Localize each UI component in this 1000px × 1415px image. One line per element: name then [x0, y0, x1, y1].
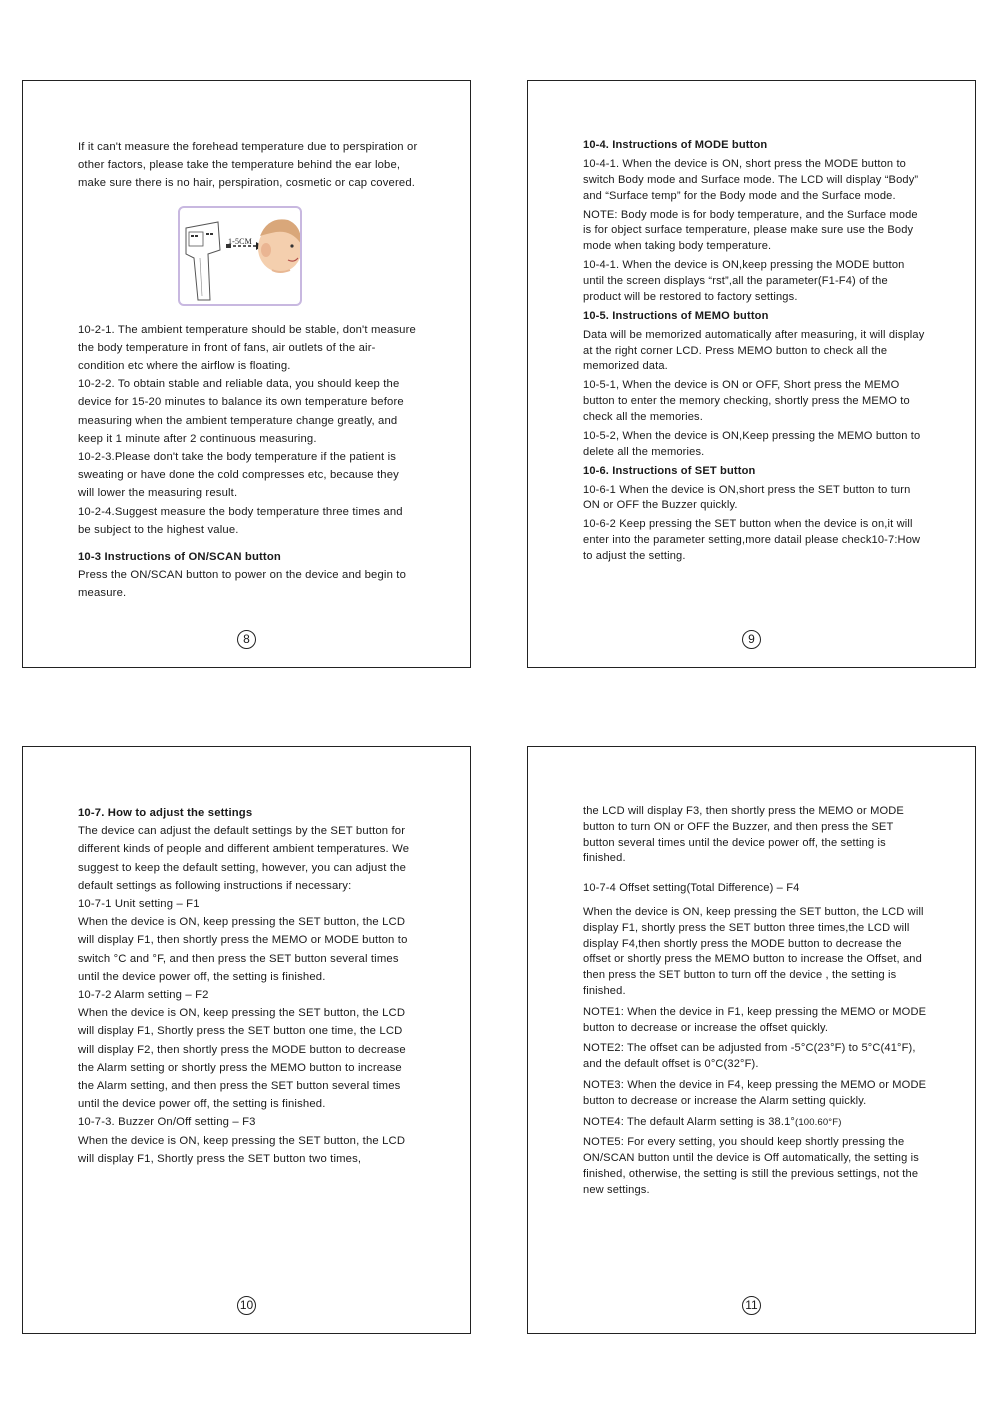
page-number-8: 8 — [237, 630, 256, 649]
manual-page-9 — [527, 80, 976, 668]
paragraph-10-4-1: 10-4-1. When the device is ON, short press the MODE button to switch Body mode and Surface mode. The LCD will display “Body” and “Surface temp” for the Body mode and the Surface mode. — [583, 157, 919, 202]
note-4 — [583, 1115, 927, 1131]
note-3: NOTE3: When the device in F4, keep pressing the MEMO or MODE button to decrease or increase the Alarm setting quickly. — [583, 1078, 927, 1107]
onscan-instruction: Press the ON/SCAN button to power on the device and begin to measure. — [78, 569, 407, 600]
page-10-content — [78, 804, 418, 1168]
paragraph-10-5-1: 10-5-1, When the device is ON or OFF, Short press the MEMO button to enter the memory checking, shortly press the MEMO to check all the memories. — [583, 379, 910, 423]
unit-setting-text: When the device is ON, keep pressing the SET button, the LCD will display F1, then shortly press the MEMO or MODE button to switch °C and °F, and then press the SET button several times until the device power off, the setting is finished. — [78, 916, 408, 983]
heading-10-3: 10-3 Instructions of ON/SCAN button — [78, 551, 281, 564]
paragraph-10-2-4: 10-2-4.Suggest measure the body temperature three times and be subject to the highest value. — [78, 505, 403, 536]
manual-page-11 — [527, 746, 976, 1334]
memo-description: Data will be memorized automatically after measuring, it will display at the right corner LCD. Press MEMO button to check all the memorized data. — [583, 328, 925, 373]
heading-10-5: 10-5. Instructions of MEMO button — [583, 309, 769, 322]
manual-page-8 — [22, 80, 471, 668]
subheading-offset-setting: 10-7-4 Offset setting(Total Difference) – F4 — [583, 882, 800, 895]
paragraph-10-6-1: 10-6-1 When the device is ON,short press the SET button to turn ON or OFF the Buzzer quickly. — [583, 483, 911, 512]
paragraph-10-2-2: 10-2-2. To obtain stable and reliable data, you should keep the device for 15-20 minutes to balance its own temperature before measuring when the ambient temperature change greatly, and keep it 1 minute after 2 continuous measuring. — [78, 378, 404, 445]
manual-page-10 — [22, 746, 471, 1334]
note-1: NOTE1: When the device in F1, keep pressing the MEMO or MODE button to decrease or increase the offset quickly. — [583, 1005, 927, 1034]
paragraph-10-2-1: 10-2-1. The ambient temperature should be stable, don't measure the body temperature in front of fans, air outlets of the air-condition etc where the airflow is floating. — [78, 323, 416, 373]
page-number-11: 11 — [742, 1296, 761, 1315]
subheading-unit-setting: 10-7-1 Unit setting – F1 — [78, 898, 200, 911]
offset-setting-text: When the device is ON, keep pressing the SET button, the LCD will display F1, shortly press the SET button three times,the LCD will display F4,then shortly press the MODE button to decrease the offset or shortly press the MEMO button to increase the Offset, and then press the SET button to turn off the device , the setting is finished. — [583, 905, 924, 997]
note-2: NOTE2: The offset can be adjusted from -5°C(23°F) to 5°C(41°F), and the default offset is 0°C(32°F). — [583, 1042, 916, 1071]
note-5: NOTE5: For every setting, you should keep shortly pressing the ON/SCAN button until the device is Off automatically, the setting is finished, otherwise, the setting is still the previous settings, not the new settings. — [583, 1136, 919, 1196]
note-4-text: NOTE4: The default Alarm setting is 38.1° — [583, 1115, 796, 1128]
page-11-content — [583, 804, 927, 1204]
alarm-setting-text: When the device is ON, keep pressing the SET button, the LCD will display F1, Shortly press the SET button one time, the LCD will display F2, then shortly press the MODE button to decrease the Alarm setting or shortly press the MEMO button to increase the Alarm setting, and then press the SET button several times until the device power off, the setting is finished. — [78, 1007, 406, 1111]
buzzer-setting-text: When the device is ON, keep pressing the SET button, the LCD will display F1, Shortly press the SET button two times, — [78, 1134, 406, 1165]
heading-10-6: 10-6. Instructions of SET button — [583, 464, 756, 477]
ear-lobe-instruction: If it can't measure the forehead temperature due to perspiration or other factors, please take the temperature behind the ear lobe, make sure there is no hair, perspiration, cosmetic or cap covered. — [78, 141, 418, 190]
page-9-content — [583, 138, 927, 568]
paragraph-10-4-1-reset: 10-4-1. When the device is ON,keep pressing the MODE button until the screen displays “rst”,all the parameter(F1-F4) of the product will be restored to factory settings. — [583, 259, 905, 303]
buzzer-setting-continued: the LCD will display F3, then shortly press the MEMO or MODE button to turn ON or OFF the Buzzer, and then press the SET button several times until the device power off, the setting is finished. — [583, 805, 904, 865]
note-4-fahrenheit: (100.60°F) — [795, 1116, 842, 1128]
subheading-alarm-setting: 10-7-2 Alarm setting – F2 — [78, 989, 209, 1002]
page-number-10: 10 — [237, 1296, 256, 1315]
page-number-9: 9 — [742, 630, 761, 649]
ear-measurement-illustration — [178, 206, 302, 306]
paragraph-10-5-2: 10-5-2, When the device is ON,Keep pressing the MEMO button to delete all the memories. — [583, 429, 921, 458]
thermometer-baby-drawing — [180, 208, 302, 306]
heading-10-7: 10-7. How to adjust the settings — [78, 807, 253, 819]
subheading-buzzer-setting: 10-7-3. Buzzer On/Off setting – F3 — [78, 1116, 256, 1129]
paragraph-10-6-2: 10-6-2 Keep pressing the SET button when the device is on,it will enter into the parameter setting,more datail please check10-7:How to adjust the setting. — [583, 518, 921, 562]
heading-10-4: 10-4. Instructions of MODE button — [583, 139, 768, 151]
mode-note: NOTE: Body mode is for body temperature, and the Surface mode is for object surface temperature, please make sure use the Body mode when taking body temperature. — [583, 208, 918, 253]
paragraph-10-2-3: 10-2-3.Please don't take the body temperature if the patient is sweating or have done the cold compresses etc, because they will lower the measuring result. — [78, 451, 399, 500]
settings-intro: The device can adjust the default settings by the SET button for different kinds of people and different ambient temperatures. We suggest to keep the default setting, however, you can adjust the default settings as following instructions if necessary: — [78, 825, 410, 892]
page-8-content — [78, 138, 418, 603]
distance-label: 1-5CM — [228, 236, 252, 246]
